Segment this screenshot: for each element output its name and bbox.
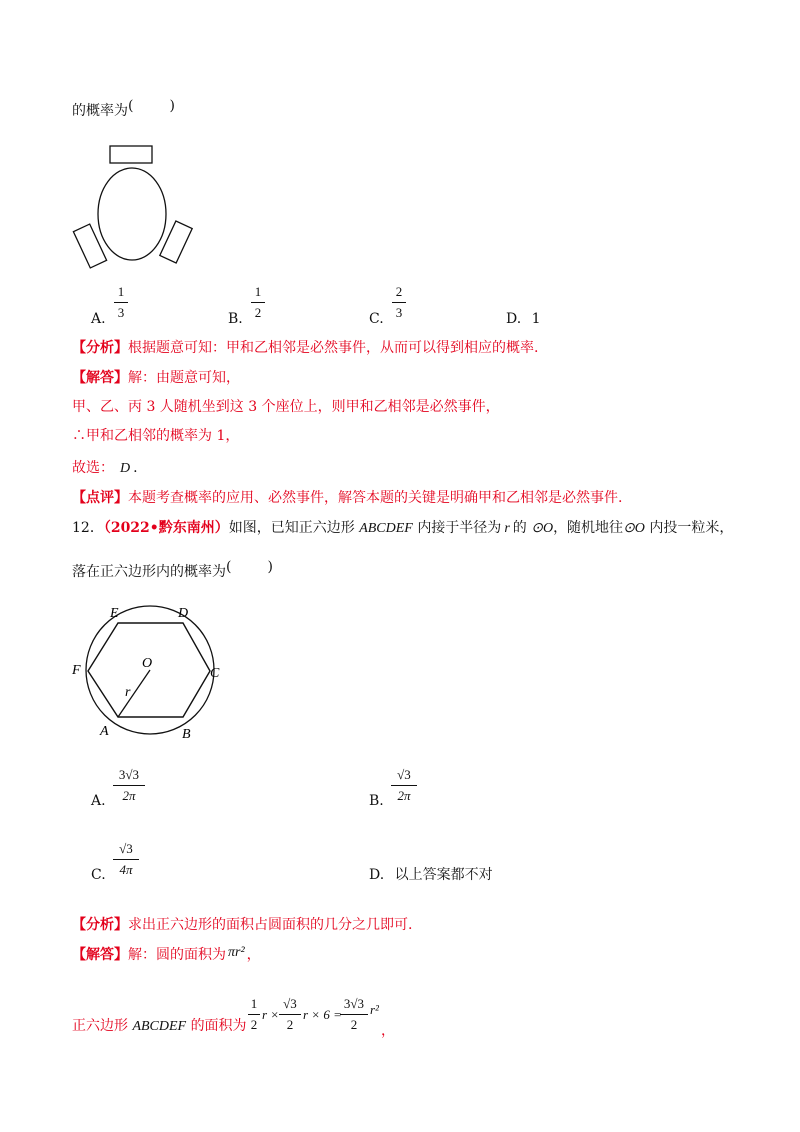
q12-option-d-letter: D. <box>369 867 385 883</box>
q11-stem-tail <box>72 98 175 120</box>
comment-tag: 【点评】 <box>72 490 128 506</box>
q12-circle-symbol: ⊙O <box>531 521 554 536</box>
label-F: F <box>72 663 81 678</box>
formula-f1-num: 1 <box>250 996 258 1011</box>
q12-option-a-den: 2π <box>122 788 136 803</box>
q11-comment <box>72 489 622 507</box>
q12-number: 12． <box>72 520 104 536</box>
q12-stem-e: 内投一粒米， <box>649 520 734 536</box>
analysis-text: 根据题意可知：甲和乙相邻是必然事件，从而可以得到相应的概率. <box>128 340 539 356</box>
q11-option-b-fraction <box>251 284 265 321</box>
q11-choice <box>72 459 138 478</box>
q11-option-c-num: 2 <box>395 284 403 299</box>
solution-tag: 【解答】 <box>72 370 128 386</box>
q11-close-paren: ) <box>169 98 175 114</box>
q12-source: （2022•黔东南州） <box>103 520 229 536</box>
q11-stem-text: 的概率为 <box>72 103 128 119</box>
q11-solution-line2: 甲、乙、丙 3 人随机坐到这 3 个座位上，则甲和乙相邻是必然事件， <box>72 399 500 415</box>
seat-left <box>73 224 106 268</box>
q11-option-a-fraction <box>114 284 128 321</box>
q12-radius: r <box>504 521 510 536</box>
q12-option-b-den: 2π <box>397 788 411 803</box>
q12-solution <box>72 946 261 965</box>
q11-analysis <box>72 339 538 357</box>
q12-hexagon-name: ABCDEF <box>359 521 413 536</box>
formula-f2-num: √3 <box>283 996 297 1011</box>
q11-option-c-den: 3 <box>395 305 403 320</box>
formula-t3: r² <box>370 1002 379 1017</box>
q12-option-b-letter: B. <box>369 793 384 809</box>
q11-option-d-letter: D. <box>506 311 522 327</box>
choice-letter: D <box>120 461 131 476</box>
q12-hex-area-end: ， <box>381 1023 395 1039</box>
q12-hex-area-prefix: 正六边形 <box>72 1018 128 1034</box>
seating-figure <box>70 142 200 272</box>
formula-frac-3 <box>340 996 368 1033</box>
label-A: A <box>100 724 109 739</box>
q12-circle-area: πr² <box>228 945 245 960</box>
q12-stem <box>72 519 733 538</box>
choice-prefix: 故选： <box>72 460 114 476</box>
q12-hex-area-name: ABCDEF <box>132 1019 187 1034</box>
q11-solution <box>72 369 240 387</box>
q12-option-c-fraction <box>113 841 139 878</box>
q12-option-a-fraction <box>113 767 145 804</box>
label-D: D <box>178 606 189 621</box>
formula-frac-2 <box>279 996 301 1033</box>
q12-stem-d: ，随机地往 <box>553 520 624 536</box>
q11-option-d <box>506 310 541 328</box>
formula-f3-den: 2 <box>350 1017 358 1032</box>
label-C: C <box>210 666 220 681</box>
q11-option-a-letter: A. <box>91 311 106 327</box>
q11-option-b-letter: B. <box>228 311 243 327</box>
q12-option-b-num: √3 <box>397 767 411 782</box>
label-B: B <box>182 727 191 742</box>
q12-option-c-num: √3 <box>119 841 133 856</box>
label-O: O <box>142 656 153 671</box>
q12-analysis-tag: 【分析】 <box>72 917 128 933</box>
q11-open-paren: ( <box>128 98 134 114</box>
q12-analysis <box>72 916 412 934</box>
q12-circle-symbol-2: ⊙O <box>623 521 645 536</box>
q12-hex-area-line <box>72 1017 247 1036</box>
q12-solution-intro-end: ， <box>246 947 261 963</box>
q12-analysis-text: 求出正六边形的面积占圆面积的几分之几即可. <box>128 917 413 933</box>
solution-intro: 解：由题意可知， <box>128 370 240 386</box>
q12-option-b-fraction <box>391 767 417 804</box>
formula-t2: r × 6 = <box>303 1007 342 1022</box>
formula-f3-num: 3√3 <box>343 996 365 1011</box>
q12-stem-b: 内接于半径为 <box>417 520 502 536</box>
seat-top <box>110 146 152 163</box>
q11-option-a-den: 3 <box>117 305 125 320</box>
q12-solution-intro: 解：圆的面积为 <box>128 947 226 963</box>
q12-open-paren: ( <box>226 559 232 575</box>
q11-option-c-fraction <box>392 284 406 321</box>
q12-option-c-den: 4π <box>119 862 133 877</box>
q12-option-d <box>369 866 493 884</box>
label-E: E <box>110 606 119 621</box>
q11-option-b-den: 2 <box>254 305 262 320</box>
hexagon-figure <box>68 600 238 745</box>
q12-hex-area-mid: 的面积为 <box>190 1018 247 1034</box>
q12-stem-c: 的 <box>512 520 527 536</box>
q12-stem-line2 <box>72 559 273 581</box>
q12-close-paren: ) <box>267 559 273 575</box>
comment-text: 本题考查概率的应用、必然事件，解答本题的关键是明确甲和乙相邻是必然事件. <box>128 490 623 506</box>
radius-segment <box>118 670 150 717</box>
q12-stem-a: 如图，已知正六边形 <box>228 520 355 536</box>
q12-option-d-text: 以上答案都不对 <box>394 867 493 883</box>
formula-frac-1 <box>248 996 260 1033</box>
label-r: r <box>125 685 131 700</box>
choice-end: . <box>133 460 138 476</box>
formula-t1: r × <box>262 1007 280 1022</box>
q12-option-a-num: 3√3 <box>118 767 140 782</box>
q11-option-a-num: 1 <box>117 284 125 299</box>
round-table <box>98 168 166 260</box>
q11-option-b-num: 1 <box>254 284 262 299</box>
formula-f1-den: 2 <box>250 1017 258 1032</box>
q12-solution-tag: 【解答】 <box>72 947 128 963</box>
formula-f2-den: 2 <box>286 1017 294 1032</box>
analysis-tag: 【分析】 <box>72 340 128 356</box>
q11-solution-line3: ∴甲和乙相邻的概率为 1， <box>72 428 240 444</box>
q11-option-d-value: 1 <box>531 311 541 327</box>
q12-stem-line2-text: 落在正六边形内的概率为 <box>72 564 226 580</box>
q11-option-c-letter: C. <box>369 311 384 327</box>
q12-option-a-letter: A. <box>91 793 106 809</box>
q12-option-c-letter: C. <box>91 867 106 883</box>
